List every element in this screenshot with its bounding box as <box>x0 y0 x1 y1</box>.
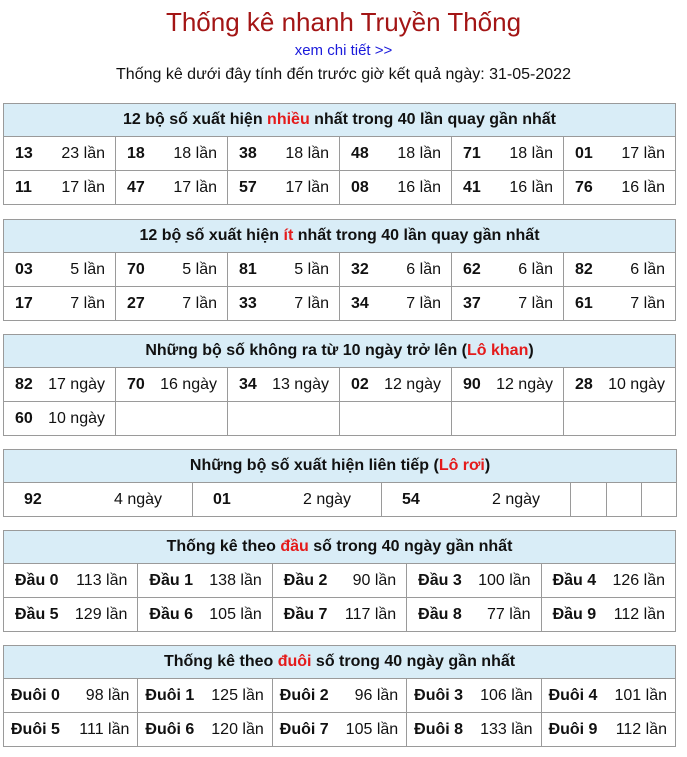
number-cell: 82 6 lần <box>575 260 665 278</box>
page-title: Thống kê nhanh Truyền Thống <box>165 7 522 37</box>
duoi-cell: Đuôi 4 101 lần <box>548 686 667 704</box>
number-cell: 28 10 ngày <box>575 375 665 393</box>
duoi-cell: Đuôi 6 120 lần <box>145 720 264 738</box>
table-row <box>4 598 676 632</box>
duoi-cell: Đuôi 9 112 lần <box>548 720 667 738</box>
number-cell: 47 17 lần <box>127 178 217 196</box>
table-row <box>4 679 676 713</box>
number-cell: 62 6 lần <box>463 260 553 278</box>
table-row <box>4 402 676 436</box>
least-frequent-header: 12 bộ số xuất hiện ít nhất trong 40 lần quay gần nhất <box>4 220 676 253</box>
lo-roi-header: Những bộ số xuất hiện liên tiếp (Lô rơi) <box>4 450 677 483</box>
table-row <box>4 137 676 171</box>
empty-cell <box>340 402 452 436</box>
least-frequent-table <box>3 219 676 321</box>
number-cell: 37 7 lần <box>463 294 553 312</box>
duoi-header: Thống kê theo đuôi số trong 40 ngày gần nhất <box>4 646 676 679</box>
table-row <box>4 713 676 747</box>
duoi-cell: Đuôi 3 106 lần <box>414 686 533 704</box>
detail-link[interactable]: xem chi tiết >> <box>294 42 393 59</box>
duoi-cell: Đuôi 7 105 lần <box>279 720 399 738</box>
number-cell: 70 5 lần <box>127 260 217 278</box>
number-cell: 03 5 lần <box>15 260 105 278</box>
dau-table <box>3 530 676 632</box>
lo-khan-table <box>3 334 676 436</box>
number-cell: 41 16 lần <box>463 178 553 196</box>
page-header <box>0 5 687 87</box>
number-cell: 01 2 ngày <box>213 490 352 508</box>
empty-cell <box>564 402 676 436</box>
empty-cell <box>571 483 607 517</box>
duoi-table <box>3 645 676 747</box>
empty-cell <box>607 483 642 517</box>
empty-cell <box>228 402 340 436</box>
empty-cell <box>452 402 564 436</box>
number-cell: 60 10 ngày <box>15 409 105 427</box>
empty-cell <box>642 483 677 517</box>
number-cell: 48 18 lần <box>351 144 441 162</box>
duoi-cell: Đuôi 0 98 lần <box>11 686 130 704</box>
page-subtitle: Thống kê dưới đây tính đến trước giờ kết quả ngày: 31-05-2022 <box>116 66 571 83</box>
dau-cell: Đầu 1 138 lần <box>149 571 262 589</box>
dau-cell: Đầu 2 90 lần <box>283 571 397 589</box>
number-cell: 18 18 lần <box>127 144 217 162</box>
table-row <box>4 564 676 598</box>
duoi-cell: Đuôi 1 125 lần <box>145 686 264 704</box>
table-row <box>4 287 676 321</box>
number-cell: 81 5 lần <box>239 260 329 278</box>
duoi-cell: Đuôi 5 111 lần <box>11 720 130 738</box>
table-row <box>4 171 676 205</box>
number-cell: 90 12 ngày <box>463 375 553 393</box>
number-cell: 08 16 lần <box>351 178 441 196</box>
number-cell: 01 17 lần <box>575 144 665 162</box>
duoi-cell: Đuôi 8 133 lần <box>414 720 533 738</box>
number-cell: 33 7 lần <box>239 294 329 312</box>
number-cell: 27 7 lần <box>127 294 217 312</box>
number-cell: 54 2 ngày <box>402 490 541 508</box>
empty-cell <box>116 402 228 436</box>
number-cell: 61 7 lần <box>575 294 665 312</box>
table-row <box>4 368 676 402</box>
most-frequent-table <box>3 103 676 205</box>
number-cell: 32 6 lần <box>351 260 441 278</box>
dau-cell: Đầu 9 112 lần <box>552 605 665 623</box>
number-cell: 76 16 lần <box>575 178 665 196</box>
lo-khan-header: Những bộ số không ra từ 10 ngày trở lên (Lô khan) <box>4 335 676 368</box>
number-cell: 38 18 lần <box>239 144 329 162</box>
dau-cell: Đầu 8 77 lần <box>418 605 531 623</box>
lo-roi-table <box>3 449 677 517</box>
number-cell: 34 7 lần <box>351 294 441 312</box>
duoi-cell: Đuôi 2 96 lần <box>279 686 399 704</box>
number-cell: 13 23 lần <box>15 144 105 162</box>
number-cell: 57 17 lần <box>239 178 329 196</box>
dau-header: Thống kê theo đầu số trong 40 ngày gần nhất <box>4 531 676 564</box>
dau-cell: Đầu 6 105 lần <box>149 605 262 623</box>
dau-cell: Đầu 3 100 lần <box>418 571 531 589</box>
number-cell: 11 17 lần <box>15 178 105 196</box>
number-cell: 34 13 ngày <box>239 375 329 393</box>
number-cell: 92 4 ngày <box>24 490 163 508</box>
table-row <box>4 253 676 287</box>
table-row <box>4 483 677 517</box>
dau-cell: Đầu 0 113 lần <box>15 571 128 589</box>
number-cell: 70 16 ngày <box>127 375 217 393</box>
number-cell: 71 18 lần <box>463 144 553 162</box>
dau-cell: Đầu 7 117 lần <box>283 605 397 623</box>
most-frequent-header: 12 bộ số xuất hiện nhiều nhất trong 40 lần quay gần nhất <box>4 104 676 137</box>
number-cell: 17 7 lần <box>15 294 105 312</box>
dau-cell: Đầu 5 129 lần <box>15 605 128 623</box>
number-cell: 02 12 ngày <box>351 375 441 393</box>
dau-cell: Đầu 4 126 lần <box>552 571 665 589</box>
number-cell: 82 17 ngày <box>15 375 105 393</box>
